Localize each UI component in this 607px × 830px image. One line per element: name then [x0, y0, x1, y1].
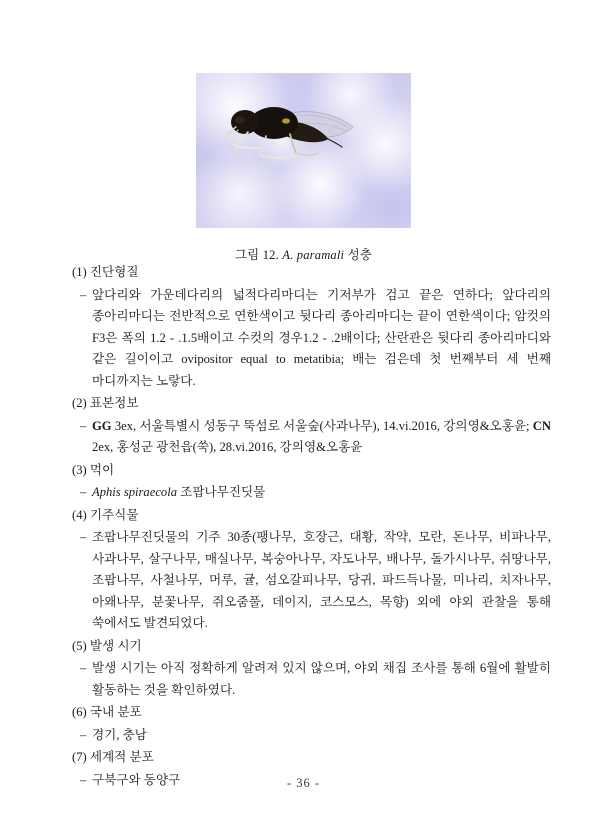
section-heading-5: (5) 발생 시기 [72, 638, 142, 653]
section-diagnostic-characters [0, 262, 607, 392]
section-body-6: – 경기, 충남 [92, 725, 551, 747]
insect-illustration [218, 101, 363, 169]
document-body [0, 262, 607, 792]
section-body-7: – 구북구와 동양구 [92, 770, 551, 792]
section-host-plants [0, 505, 607, 635]
caption-suffix: 성충 [347, 248, 373, 262]
page-number: - 36 - [286, 776, 321, 790]
section-body-1: – 앞다리와 가운데다리의 넓적다리마디는 기저부가 검고 끝은 연하다; 앞다리의 종아리마디는 전반적으로 연한색이고 뒷다리 종아리마디는 끝이 연한색이다; 암컷의 F3은 폭의 1.2 - .1.5배이고 수컷의 경우1.2 - .2배이다; 산란관은 뒷다리 종아리마디와 같은 길이이고 ovipositor equal to metatibia; 배는 검은데 첫 번째부터 세 번째 마디까지는 노랗다. [92, 285, 551, 393]
section-heading-3: (3) 먹이 [72, 462, 115, 477]
section-heading-4: (4) 기주식물 [72, 507, 139, 522]
section-heading-6: (6) 국내 분포 [72, 705, 142, 719]
caption-prefix: 그림 12. [234, 248, 279, 262]
section-heading-2: (2) 표본정보 [72, 396, 139, 410]
section-body-2: – GG 3ex, 서울특별시 성동구 뚝섬로 서울숲(사과나무), 14.vi.2016, 강의영&오홍윤; CN 2ex, 홍성군 광천읍(쑥), 28.vi.2016, 강의영&오홍윤 [92, 416, 551, 459]
section-occurrence-period [0, 636, 607, 702]
section-specimen-info [0, 393, 607, 459]
section-domestic-distribution [0, 702, 607, 746]
section-body-3: – Aphis spiraecola 조팝나무진딧물 [92, 482, 551, 504]
section-heading-7: (7) 세계적 분포 [72, 750, 154, 764]
figure-caption [0, 245, 607, 263]
section-body-4: – 조팝나무진딧물의 기주 30종(팽나무, 호장근, 대황, 작약, 모란, 돈나무, 비파나무, 사과나무, 살구나무, 매실나무, 복숭아나무, 자도나무, 배나무, 돌가시나무, 쉬땅나무, 조팝나무, 사철나무, 머루, 귤, 섬오갈피나무, 당귀, 파드득나물, 미나리, 치자나무, 아왜나무, 분꽃나무, 쥐오줌풀, 데이지, 코스모스, 목향) 외에 야외 관찰을 통해 쑥에서도 발견되었다. [92, 527, 551, 635]
section-heading-1: (1) 진단형질 [72, 265, 139, 279]
figure-photo [196, 73, 411, 228]
figure-block [0, 73, 607, 263]
section-body-5: – 발생 시기는 아직 정확하게 알려져 있지 않으며, 야외 채집 조사를 통해 6월에 활발히 활동하는 것을 확인하였다. [92, 658, 551, 701]
section-prey [0, 460, 607, 504]
caption-species-name: A. paramali [282, 248, 345, 262]
